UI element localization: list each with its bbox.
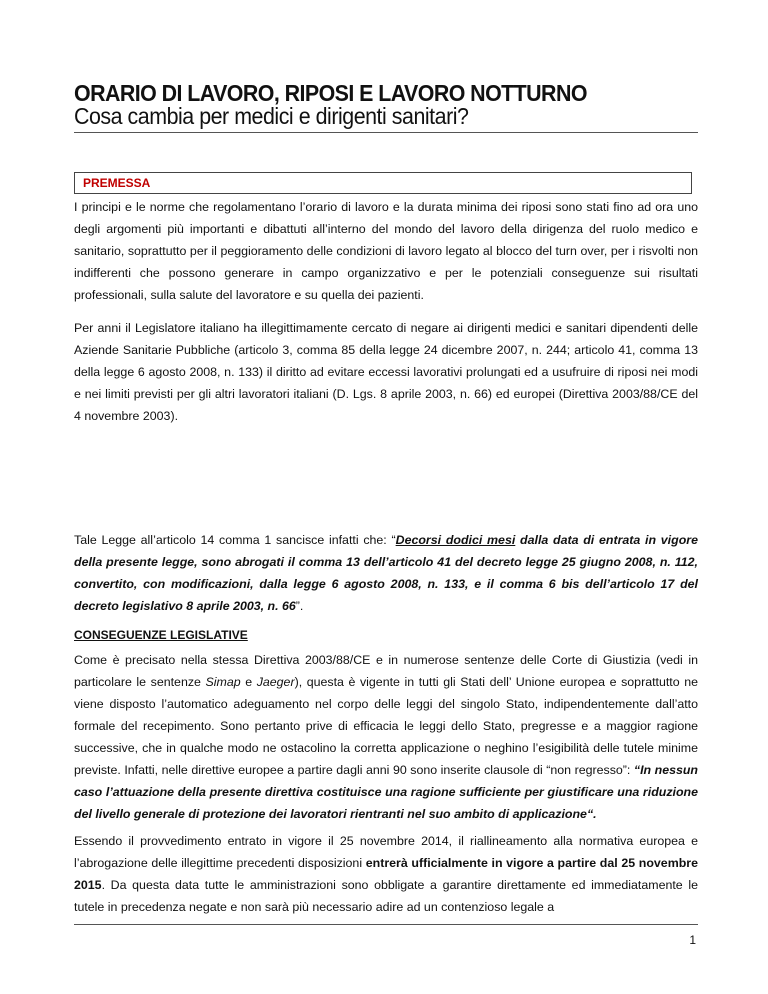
paragraph-premessa-2: Per anni il Legislatore italiano ha illegittimamente cercato di negare ai dirigenti medici e sanitari dipendenti delle Aziende Sanitarie Pubbliche (articolo 3, comma 85 della legge 24 dicembre 2007, n. 244; articolo 41, comma 13 della legge 6 agosto 2008, n. 133) il diritto ad evitare eccessi lavorativi prolungati ed a usufruire di riposi nei modi e nei limiti previsti per gli altri lavoratori italiani (D. Lgs. 8 aprile 2003, n. 66) ed europei (Direttiva 2003/88/CE del 4 novembre 2003).	[74, 321, 698, 423]
section-heading-premessa: PREMESSA	[83, 176, 151, 190]
title-divider	[74, 132, 698, 133]
emphasis-bold: entrerà ufficialmente in vigore a partire dal 25 novembre 2015	[74, 856, 699, 892]
text-run: Essendo il provvedimento entrato in vigore il 25 novembre 2014, il riallineamento alla normativa europea e l’abrogazione delle illegittime precedenti disposizioni	[74, 834, 698, 870]
paragraph-premessa-3	[74, 529, 698, 617]
text-run: . Da questa data tutte le amministrazioni sono obbligate a garantire direttamente ed immediatamente le tutele in precedenza negate e non sarà più necessario adire ad un contenzioso legale a	[74, 878, 698, 914]
document-title: ORARIO DI LAVORO, RIPOSI E LAVORO NOTTURNO	[74, 80, 587, 106]
text-run: Tale Legge all’articolo 14 comma 1 sancisce infatti che: “	[74, 533, 396, 547]
italic-case-name: Simap	[205, 675, 241, 689]
paragraph-conseguenze-1	[74, 649, 698, 825]
emphasis-quote: “In nessun caso l’attuazione della presente direttiva costituisce una ragione sufficiente per giustificare una riduzione del livello generale di protezione dei lavoratori rientranti nel suo ambito di applicazione“.	[74, 763, 699, 821]
paragraph-conseguenze-2	[74, 830, 698, 918]
italic-case-name: Jaeger	[256, 675, 295, 689]
document-subtitle: Cosa cambia per medici e dirigenti sanitari?	[74, 103, 469, 129]
section-heading-box	[74, 172, 692, 194]
paragraph-premessa-1: I principi e le norme che regolamentano l’orario di lavoro e la durata minima dei riposi sono stati fino ad ora uno degli argomenti più importanti e dibattuti all’interno del mondo del lavoro della dirigenza del ruolo medico e sanitario, soprattutto per il peggioramento delle condizioni di lavoro legato al blocco del turn over, per i risvolti non indifferenti che possono generare in campo organizzativo e per le potenziali conseguenze sui risultati professionali, sulla salute del lavoratore e su quella dei pazienti.	[74, 200, 698, 302]
footer-divider	[74, 924, 698, 925]
emphasis-quote: dalla data di entrata in vigore della presente legge, sono abrogati il comma 13 dell’articolo 41 del decreto legge 25 giugno 2008, n. 112, convertito, con modificazioni, dalla legge 6 agosto 2008, n. 133, e il comma 6 bis dell’articolo 17 del decreto legislativo 8 aprile 2003, n. 66	[74, 533, 698, 613]
text-run: Come è precisato nella stessa Direttiva 2003/88/CE e in numerose sentenze delle Corte di Giustizia (vedi in particolare le sentenze	[74, 653, 698, 689]
section-heading-conseguenze: CONSEGUENZE LEGISLATIVE	[74, 628, 248, 642]
emphasis-underlined: Decorsi dodici mesi	[395, 533, 516, 547]
text-run: ), questa è vigente in tutti gli Stati dell’ Unione europea e soprattutto ne viene disposto l’automatico adeguamento nel corpo delle leggi del singolo Stato, indipendentemente dall’atto formale del recepimento. Sono pertanto prive di efficacia le leggi dello Stato, pregresse e a maggior ragione successive, che in qualche modo ne ostacolino la corretta applicazione o neghino l’esigibilità delle tutele minime previste. Infatti, nelle direttive europee a partire dagli anni 90 sono inserite clausole di “non regresso”:	[74, 675, 698, 777]
text-run: e	[240, 675, 257, 689]
text-run: ”.	[295, 599, 304, 613]
page-number: 1	[689, 933, 696, 947]
